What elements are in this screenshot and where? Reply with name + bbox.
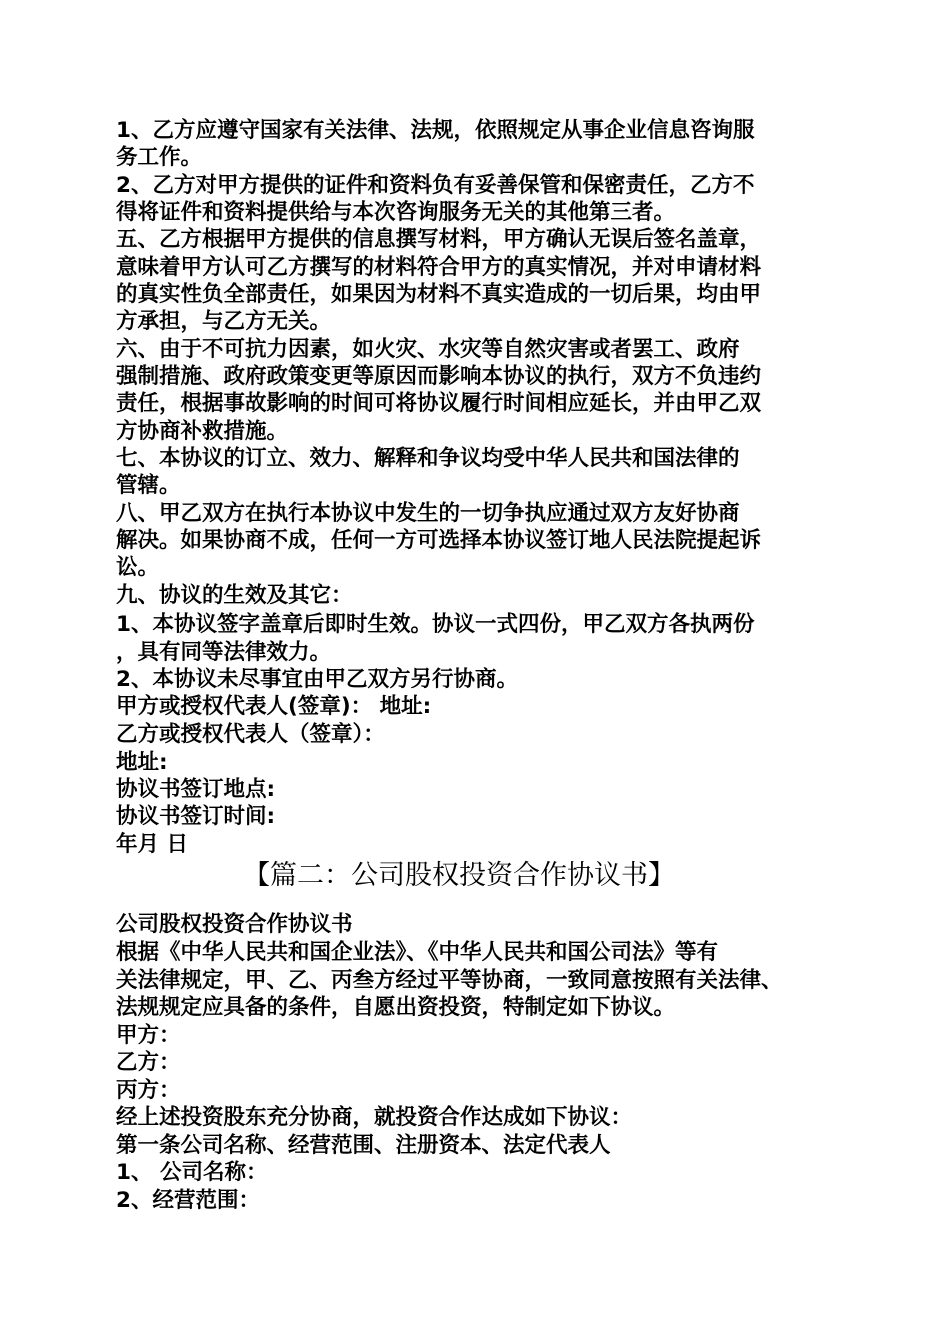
party-a-label: 甲方： bbox=[116, 1023, 181, 1048]
text-line: 1、乙方应遵守国家有关法律、法规，依照规定从事企业信息咨询服 bbox=[116, 118, 755, 143]
text-line: 方协商补救措施。 bbox=[116, 419, 289, 444]
company-name-label: 1、 公司名称： bbox=[116, 1160, 268, 1185]
party-c-label: 丙方： bbox=[116, 1078, 181, 1103]
text-line: 解决。如果协商不成，任何一方可选择本协议签订地人民法院提起诉 bbox=[116, 528, 762, 553]
business-scope-label: 2、经营范围： bbox=[116, 1188, 260, 1213]
text-line: 1、本协议签字盖章后即时生效。协议一式四份，甲乙双方各执两份 bbox=[116, 612, 755, 637]
text-line: 讼。 bbox=[116, 555, 160, 580]
text-line: 意味着甲方认可乙方撰写的材料符合甲方的真实情况，并对申请材料 bbox=[116, 255, 762, 280]
text-line: 经上述投资股东充分协商，就投资合作达成如下协议： bbox=[116, 1105, 633, 1130]
signing-place-label: 协议书签订地点: bbox=[116, 777, 276, 802]
text-line: 九、协议的生效及其它： bbox=[116, 583, 353, 608]
text-line: 的真实性负全部责任，如果因为材料不真实造成的一切后果，均由甲 bbox=[116, 282, 762, 307]
text-line: 责任，根据事故影响的时间可将协议履行时间相应延长，并由甲乙双 bbox=[116, 391, 762, 416]
text-line: 得将证件和资料提供给与本次咨询服务无关的其他第三者。 bbox=[116, 200, 676, 225]
section-title: 【篇二：公司股权投资合作协议书】 bbox=[243, 860, 675, 891]
text-line: 五、乙方根据甲方提供的信息撰写材料，甲方确认无误后签名盖章， bbox=[116, 227, 762, 252]
text-line: 2、乙方对甲方提供的证件和资料负有妥善保管和保密责任，乙方不 bbox=[116, 173, 755, 198]
text-line: 关法律规定，甲、乙、丙叁方经过平等协商，一致同意按照有关法律、 bbox=[116, 968, 783, 993]
article-heading: 第一条公司名称、经营范围、注册资本、法定代表人 bbox=[116, 1133, 611, 1158]
text-line: ，具有同等法律效力。 bbox=[116, 640, 332, 665]
text-line: 七、本协议的订立、效力、解释和争议均受中华人民共和国法律的 bbox=[116, 446, 740, 471]
text-line: 六、由于不可抗力因素，如火灾、水灾等自然灾害或者罢工、政府 bbox=[116, 337, 740, 362]
date-label: 年月 日 bbox=[116, 832, 188, 857]
text-line: 八、甲乙双方在执行本协议中发生的一切争执应通过双方友好协商 bbox=[116, 501, 740, 526]
text-line: 方承担，与乙方无关。 bbox=[116, 309, 332, 334]
signature-party-a: 甲方或授权代表人(签章)： 地址: bbox=[116, 694, 432, 719]
address-label: 地址: bbox=[116, 750, 168, 775]
text-line: 2、本协议未尽事宜由甲乙双方另行协商。 bbox=[116, 667, 518, 692]
text-line: 管辖。 bbox=[116, 473, 181, 498]
agreement-title: 公司股权投资合作协议书 bbox=[116, 912, 353, 937]
text-line: 根据《中华人民共和国企业法》、《中华人民共和国公司法》等有 bbox=[116, 940, 719, 965]
signature-party-b: 乙方或授权代表人（签章）： bbox=[116, 722, 385, 747]
text-line: 法规规定应具备的条件，自愿出资投资，特制定如下协议。 bbox=[116, 995, 676, 1020]
text-line: 强制措施、政府政策变更等原因而影响本协议的执行，双方不负违约 bbox=[116, 364, 762, 389]
party-b-label: 乙方： bbox=[116, 1050, 181, 1075]
text-line: 务工作。 bbox=[116, 145, 203, 170]
signing-time-label: 协议书签订时间: bbox=[116, 804, 276, 829]
